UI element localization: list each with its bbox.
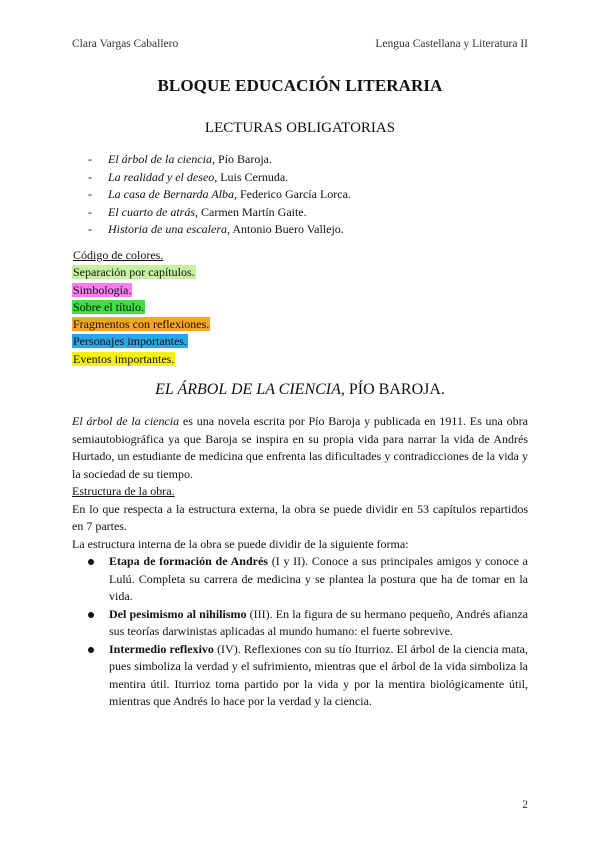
reading-item — [88, 221, 351, 239]
bullet-icon — [88, 647, 94, 653]
legend-item-chapters: Separación por capítulos. — [73, 265, 195, 280]
legend-item-symbolism: Simbología. — [73, 282, 132, 297]
bullet-text: (I y II). Conoce a sus principales amigos y conoce a Lulú. Completa su carrera de medicina y se plantea la postura que ha de tomar en la vida. — [109, 554, 529, 603]
reading-author: Federico García Lorca. — [240, 187, 351, 201]
external-structure-paragraph: En lo que respecta a la estructura externa, la obra se puede dividir en 53 capítulos repartidos en 7 partes. — [72, 501, 528, 533]
dash-marker: - — [88, 222, 92, 236]
page-number: 2 — [522, 799, 528, 811]
reading-item — [88, 186, 351, 204]
bullet-item — [72, 606, 528, 641]
bullet-icon — [88, 559, 94, 565]
bullet-item — [72, 553, 528, 606]
bullet-bold: Etapa de formación de Andrés — [109, 554, 268, 568]
legend-item-events: Eventos importantes. — [73, 351, 175, 366]
reading-work: Historia de una escalera, — [108, 222, 230, 236]
bullet-bold: Intermedio reflexivo — [109, 641, 214, 656]
color-legend — [72, 247, 210, 368]
header-author: Clara Vargas Caballero — [72, 38, 179, 50]
reading-work: El cuarto de atrás — [108, 204, 195, 219]
bullet-text: (IV). Reflexiones con su tío Iturrioz. El árbol de la ciencia mata, pues simboliza la verdad y el sufrimiento, mientras que el árbol de la vida simboliza la mentira útil. Iturrioz toma partido por la vida y por la mentira biológicamente útil, mientras que Andrés lo hace por la verdad y la ciencia. — [109, 641, 528, 708]
reading-separator: , — [214, 169, 221, 184]
reading-author: Carmen Martín Gaite. — [201, 204, 307, 219]
legend-title: Código de colores. — [73, 248, 164, 262]
readings-heading: LECTURAS OBLIGATORIAS — [204, 120, 396, 136]
bullet-icon — [88, 612, 94, 618]
reading-work: El árbol de la ciencia — [108, 152, 212, 166]
readings-list — [88, 151, 351, 239]
dash-marker: - — [88, 204, 92, 219]
legend-item-characters: Personajes importantes. — [73, 334, 187, 349]
section-body — [72, 413, 528, 711]
page-title: BLOQUE EDUCACIÓN LITERARIA — [157, 76, 443, 95]
legend-item-title: Sobre el título. — [73, 299, 144, 314]
reading-work: La realidad y el deseo — [108, 169, 215, 184]
reading-separator: , — [211, 152, 218, 166]
intro-paragraph — [72, 413, 528, 483]
reading-author: Pío Baroja. — [217, 152, 272, 166]
reading-separator: , — [234, 187, 240, 201]
intro-work-title: El árbol de la ciencia — [72, 414, 180, 428]
intro-text: es una novela escrita por Pío Baroja y publicada en 1911. Es una obra semiautobiográfica ya que Baroja se inspira en su propia vida para narrar la vida de Andrés Hurtado, un estudiante de medicina que enfrenta las dificultades y contradicciones de la vida y la sociedad de su tiempo. — [72, 414, 528, 481]
dash-marker: - — [88, 152, 92, 166]
reading-author: Antonio Buero Vallejo. — [232, 222, 344, 236]
bullet-text: (III). En la figura de su hermano pequeño, Andrés afianza sus teorías darwinistas aplicadas al mundo humano: el fuerte sobrevive. — [109, 606, 528, 638]
reading-item — [88, 204, 351, 222]
section-title-work: EL ÁRBOL DE LA CIENCIA — [155, 381, 341, 398]
bullet-bold: Del pesimismo al nihilismo — [109, 606, 247, 621]
reading-work: La casa de Bernarda Alba — [108, 187, 234, 201]
dash-marker: - — [88, 187, 92, 201]
internal-structure-intro: La estructura interna de la obra se puede dividir de la siguiente forma: — [72, 536, 409, 551]
structure-heading: Estructura de la obra. — [72, 484, 175, 498]
reading-author: Luis Cernuda. — [220, 169, 289, 184]
dash-marker: - — [88, 169, 92, 184]
reading-item — [88, 169, 351, 187]
header-course: Lengua Castellana y Literatura II — [375, 38, 528, 50]
bullet-item — [72, 641, 528, 711]
section-title-author: , PÍO BAROJA. — [340, 381, 445, 398]
section-title — [0, 381, 600, 399]
reading-item — [88, 151, 351, 169]
legend-item-reflections: Fragmentos con reflexiones. — [73, 317, 210, 332]
reading-separator: , — [195, 204, 201, 219]
structure-bullets — [72, 553, 528, 711]
